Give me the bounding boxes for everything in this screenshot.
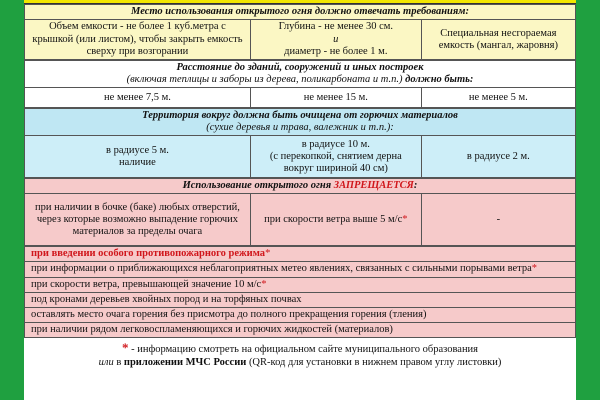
section4-title-red: ЗАПРЕЩАЕТСЯ: [333, 180, 414, 192]
footer-note: [24, 338, 576, 369]
section1-col2-line2: и: [333, 33, 339, 45]
section2-subtitle-bold: должно быть:: [405, 74, 474, 86]
footer-line2-bold: приложении МЧС России: [123, 357, 247, 368]
section4-title-post: :: [413, 180, 418, 192]
footer-star: *: [121, 339, 129, 355]
prohibited-list: [24, 246, 576, 337]
section2-col2: не менее 15 м.: [250, 88, 421, 108]
section2-col1: не менее 7,5 м.: [25, 88, 251, 108]
footer-line2-post: (QR-код для установки в нижнем правом углу листовки): [246, 357, 502, 368]
prohibited-item-text: при скорости ветра, превышающей значение 10 м/с: [31, 278, 262, 290]
section3-col2: [250, 136, 421, 178]
section3-col1-line1: в радиусе 5 м.: [105, 144, 169, 156]
prohibited-item-cell: [25, 262, 576, 277]
section1-col2: [250, 20, 421, 60]
section-prohibited: [24, 178, 576, 246]
section4-title-pre: Использование открытого огня: [182, 180, 332, 192]
prohibited-item-cell: [25, 322, 576, 337]
section4-col2-text: при скорости ветра выше 5 м/с: [264, 213, 403, 225]
section3-header: [25, 109, 576, 136]
section2-col3: не менее 5 м.: [421, 88, 575, 108]
section-fire-place-requirements: [24, 4, 576, 60]
section1-title: Место использования открытого огня должно отвечать требованиям:: [25, 5, 576, 20]
footer-line2: [24, 356, 576, 369]
prohibited-item-text: под кронами деревьев хвойных пород и на торфяных почвах: [31, 293, 302, 305]
fire-rules-sheet: [24, 0, 576, 400]
prohibited-item-text: при введении особого противопожарного режима: [31, 248, 266, 260]
footer-line2-pre: или: [98, 357, 114, 368]
prohibited-item-star: *: [261, 278, 267, 290]
section3-title: Территория вокруг должна быть очищена от горючих материалов: [142, 110, 458, 122]
section3-col3: в радиусе 2 м.: [421, 136, 575, 178]
prohibited-item-star: *: [531, 263, 538, 275]
section1-col2-line3: диаметр - не более 1 м.: [284, 45, 388, 57]
section-clear-territory: [24, 108, 576, 178]
prohibited-item-cell: [25, 307, 576, 322]
section3-col2-line2: (с перекопкой, снятием дерна вокруг шириной 40 см): [269, 150, 402, 174]
prohibited-item: [25, 262, 576, 277]
section3-col1-line2: наличие: [119, 156, 156, 168]
section1-col3: Специальная несгораемая емкость (мангал, жаровня): [421, 20, 575, 60]
section1-col2-line1: Глубина - не менее 30 см.: [278, 21, 394, 33]
prohibited-item: [25, 277, 576, 292]
section2-subtitle-text: (включая теплицы и заборы из дерева, поликарбоната и т.п.): [126, 74, 403, 86]
section4-col3: -: [421, 194, 575, 246]
prohibited-item: [25, 307, 576, 322]
section1-col1: Объем емкости - не более 1 куб.метра с крышкой (или листом), чтобы закрыть емкость сверху при возгорании: [25, 20, 251, 60]
footer-line2-mid: в: [113, 357, 124, 368]
section4-col1: при наличии в бочке (баке) любых отверстий, через которые возможно выпадение горючих материалов за пределы очага: [25, 194, 251, 246]
section3-col2-line1: в радиусе 10 м.: [301, 138, 370, 150]
prohibited-item-text: при информации о приближающихся неблагоприятных метео явлениях, связанных с сильными порывами ветра: [31, 263, 532, 275]
section2-title: Расстояние до зданий, сооружений и иных построек: [176, 62, 424, 74]
prohibited-item-text: оставлять место очага горения без присмотра до полного прекращения горения (тления): [31, 308, 427, 320]
prohibited-item-cell: [25, 277, 576, 292]
section4-col2: [250, 194, 421, 246]
footer-line1-text: - информацию смотреть на официальном сайте муниципального образования: [128, 343, 479, 355]
prohibited-item: [25, 322, 576, 337]
prohibited-item-text: при наличии рядом легковоспламеняющихся и горючих жидкостей (материалов): [31, 323, 393, 335]
prohibited-item-star: *: [265, 248, 271, 260]
section2-header: [25, 61, 576, 88]
footer-line1: [24, 340, 576, 356]
prohibited-item-cell: [25, 292, 576, 307]
section2-subtitle: [28, 74, 572, 86]
prohibited-item-cell: [25, 247, 576, 262]
section-distance: [24, 60, 576, 108]
section4-col2-star: *: [402, 213, 408, 225]
section3-subtitle: (сухие деревья и трава, валежник и т.п.):: [206, 122, 394, 134]
section3-col1: [25, 136, 251, 178]
section4-title: [25, 179, 576, 194]
prohibited-item: [25, 292, 576, 307]
prohibited-item: [25, 247, 576, 262]
